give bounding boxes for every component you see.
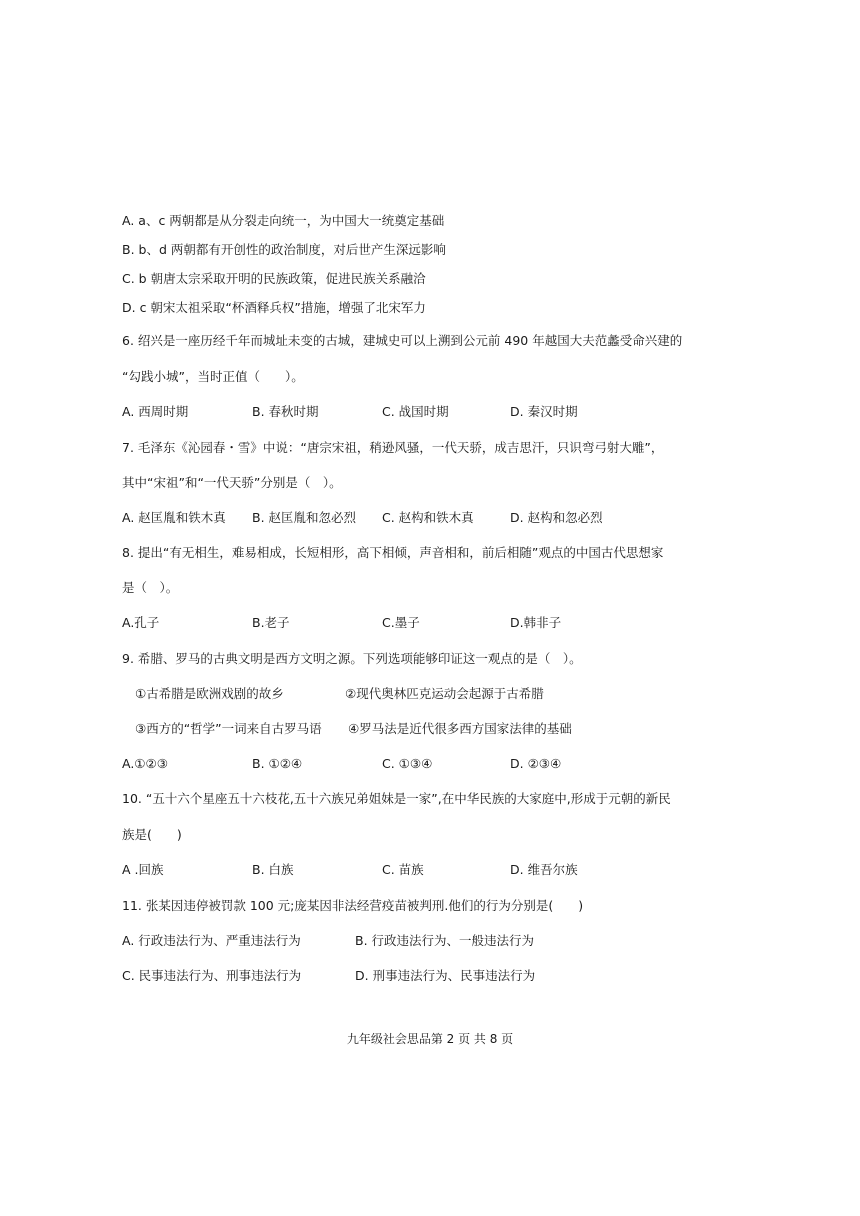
- q10-option-d: D. 维吾尔族: [510, 862, 578, 877]
- q6-option-b: B. 春秋时期: [252, 404, 319, 419]
- q11-option-b: B. 行政违法行为、一般违法行为: [355, 933, 535, 948]
- q9-statement-3: ③西方的“哲学”一词来自古罗马语: [135, 721, 322, 736]
- q9-statement-2: ②现代奥林匹克运动会起源于古希腊: [345, 686, 544, 701]
- q7-option-a: A. 赵匡胤和铁木真: [122, 510, 226, 525]
- q5-option-a: A. a、c 两朝都是从分裂走向统一，为中国大一统奠定基础: [122, 213, 445, 228]
- q6-option-d: D. 秦汉时期: [510, 404, 578, 419]
- q10-option-b: B. 白族: [252, 862, 294, 877]
- q7-stem-line1: 7. 毛泽东《沁园春・雪》中说：“唐宗宋祖，稍逊风骚，一代天骄，成吉思汗，只识弯弓射大雕”，: [122, 440, 664, 455]
- q8-option-a: A.孔子: [122, 615, 160, 630]
- q5-option-d: D. c 朝宋太祖采取“杯酒释兵权”措施，增强了北宋军力: [122, 300, 426, 315]
- q10-stem-line2: 族是( ): [122, 827, 182, 842]
- q11-stem: 11. 张某因违停被罚款 100 元;庞某因非法经营疫苗被判刑.他们的行为分别是( ): [122, 898, 584, 913]
- q6-stem-line2: “勾践小城”，当时正值（ ）。: [122, 369, 304, 384]
- q9-statement-4: ④罗马法是近代很多西方国家法律的基础: [348, 721, 572, 736]
- q5-option-b: B. b、d 两朝都有开创性的政治制度，对后世产生深远影响: [122, 242, 446, 257]
- q10-option-c: C. 苗族: [382, 862, 424, 877]
- q6-stem-line1: 6. 绍兴是一座历经千年而城址未变的古城，建城史可以上溯到公元前 490 年越国大夫范蠡受命兴建的: [122, 333, 683, 348]
- q11-option-a: A. 行政违法行为、严重违法行为: [122, 933, 301, 948]
- q10-option-a: A .回族: [122, 862, 164, 877]
- q6-option-a: A. 西周时期: [122, 404, 189, 419]
- q11-option-c: C. 民事违法行为、刑事违法行为: [122, 968, 302, 983]
- q11-option-d: D. 刑事违法行为、民事违法行为: [355, 968, 536, 983]
- q6-option-c: C. 战国时期: [382, 404, 449, 419]
- q8-stem-line2: 是（ ）。: [122, 580, 179, 595]
- q9-option-a: A.①②③: [122, 756, 168, 771]
- q9-stem: 9. 希腊、罗马的古典文明是西方文明之源。下列选项能够印证这一观点的是（ ）。: [122, 651, 582, 666]
- q9-statement-1: ①古希腊是欧洲戏剧的故乡: [135, 686, 284, 701]
- q7-option-d: D. 赵构和忽必烈: [510, 510, 603, 525]
- q9-option-b: B. ①②④: [252, 756, 303, 771]
- q9-option-c: C. ①③④: [382, 756, 433, 771]
- q8-option-d: D.韩非子: [510, 615, 562, 630]
- q8-option-c: C.墨子: [382, 615, 420, 630]
- q7-option-c: C. 赵构和铁木真: [382, 510, 474, 525]
- q5-option-c: C. b 朝唐太宗采取开明的民族政策，促进民族关系融洽: [122, 271, 426, 286]
- q7-option-b: B. 赵匡胤和忽必烈: [252, 510, 357, 525]
- q9-option-d: D. ②③④: [510, 756, 562, 771]
- q8-option-b: B.老子: [252, 615, 290, 630]
- q7-stem-line2: 其中“宋祖”和“一代天骄”分别是（ ）。: [122, 475, 342, 490]
- page-footer: 九年级社会思品第 2 页 共 8 页: [346, 1032, 514, 1046]
- q10-stem-line1: 10. “五十六个星座五十六枝花,五十六族兄弟姐妹是一家”,在中华民族的大家庭中,形成于元朝的新民: [122, 791, 671, 806]
- q8-stem-line1: 8. 提出“有无相生，难易相成，长短相形，高下相倾，声音相和，前后相随”观点的中国古代思想家: [122, 545, 664, 560]
